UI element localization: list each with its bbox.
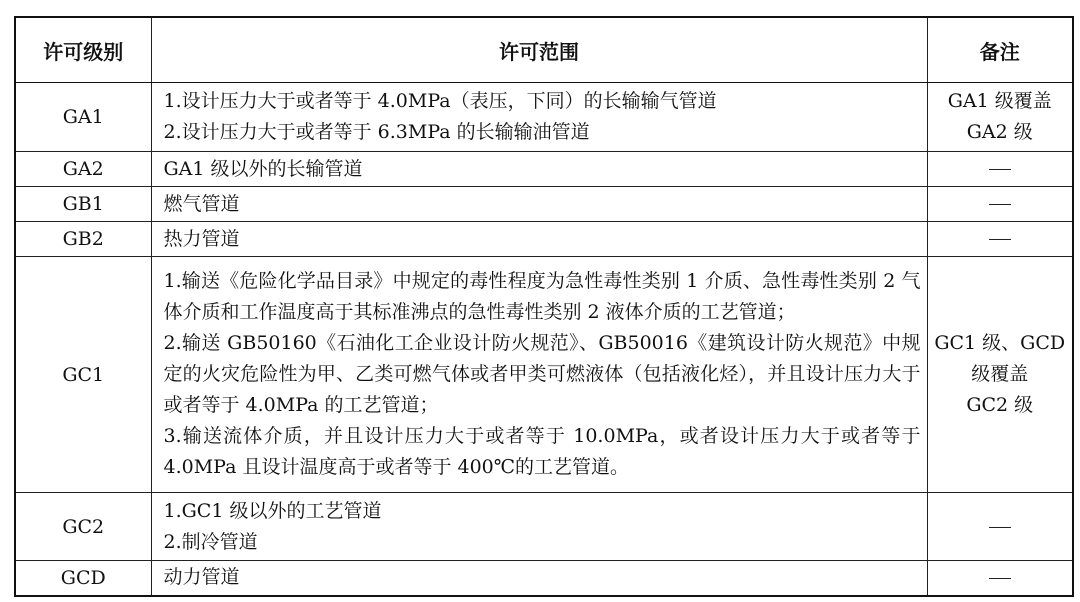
table-row xyxy=(15,493,1073,561)
permit-scope-cell xyxy=(151,187,927,222)
scope-item: 1.输送《危险化学品目录》中规定的毒性程度为急性毒性类别 1 介质、急性毒性类别 2 气体介质和工作温度高于其标准沸点的急性毒性类别 2 液体介质的工艺管道； xyxy=(163,270,921,323)
dash-mark xyxy=(989,239,1011,240)
table-row xyxy=(15,561,1073,596)
scope-item: 2.设计压力大于或者等于 6.3MPa 的长输输油管道 xyxy=(163,121,590,143)
remark-cell xyxy=(927,561,1073,596)
remark-text xyxy=(1011,562,1012,563)
remark-text xyxy=(1011,511,1012,512)
permit-scope-cell xyxy=(151,561,927,596)
table-header-row xyxy=(15,17,1073,83)
permit-level-cell: GCD xyxy=(15,561,151,596)
dash-mark xyxy=(989,527,1011,528)
remark-cell xyxy=(927,222,1073,257)
permit-level-cell: GB1 xyxy=(15,187,151,222)
scope-item: 2.制冷管道 xyxy=(163,530,258,553)
dash-mark xyxy=(989,204,1011,205)
table-row xyxy=(15,257,1073,493)
remark-line: GA1 级覆盖 xyxy=(947,90,1052,112)
scope-item: 热力管道 xyxy=(163,227,240,250)
remark-line: 级覆盖 xyxy=(971,363,1029,385)
permit-scope-cell xyxy=(151,257,927,493)
remark-line: GC1 级、GCD xyxy=(934,332,1066,354)
remark-cell xyxy=(927,152,1073,187)
scope-item: 3.输送流体介质，并且设计压力大于或者等于 10.0MPa，或者设计压力大于或者等于 4.0MPa 且设计温度高于或者等于 400℃的工艺管道。 xyxy=(163,425,921,478)
permit-level-table xyxy=(14,16,1074,597)
table-row xyxy=(15,222,1073,257)
dash-mark xyxy=(989,578,1011,579)
permit-scope-cell xyxy=(151,493,927,561)
scope-item: 1.设计压力大于或者等于 4.0MPa（表压，下同）的长输输气管道 xyxy=(163,90,717,112)
remark-cell xyxy=(927,493,1073,561)
scope-item: 2.输送 GB50160《石油化工企业设计防火规范》、GB50016《建筑设计防火规范》中规定的火灾危险性为甲、乙类可燃气体或者甲类可燃液体（包括液化烃），并且设计压力大于或者等于 4.0MPa 的工艺管道； xyxy=(163,332,921,416)
scope-item: 1.GC1 级以外的工艺管道 xyxy=(163,499,382,522)
header-permit-scope: 许可范围 xyxy=(151,17,927,83)
table-row xyxy=(15,187,1073,222)
header-permit-level: 许可级别 xyxy=(15,17,151,83)
remark-cell xyxy=(927,257,1073,493)
permit-level-cell: GC1 xyxy=(15,257,151,493)
permit-scope-cell xyxy=(151,152,927,187)
permit-level-cell: GA2 xyxy=(15,152,151,187)
permit-scope-cell xyxy=(151,83,927,152)
remark-cell xyxy=(927,83,1073,152)
scope-item: 动力管道 xyxy=(163,566,240,589)
remark-text xyxy=(1011,224,1012,225)
permit-level-cell: GB2 xyxy=(15,222,151,257)
scope-item: GA1 级以外的长输管道 xyxy=(163,157,363,180)
dash-mark xyxy=(989,169,1011,170)
scope-item: 燃气管道 xyxy=(163,192,240,215)
header-remark: 备注 xyxy=(927,17,1073,83)
remark-text xyxy=(1011,189,1012,190)
permit-level-cell: GC2 xyxy=(15,493,151,561)
remark-text xyxy=(1011,154,1012,155)
remark-cell xyxy=(927,187,1073,222)
permit-level-cell: GA1 xyxy=(15,83,151,152)
remark-line: GA2 级 xyxy=(966,121,1033,143)
remark-line: GC2 级 xyxy=(966,394,1034,416)
permit-scope-cell xyxy=(151,222,927,257)
table-row xyxy=(15,152,1073,187)
table-row xyxy=(15,83,1073,152)
